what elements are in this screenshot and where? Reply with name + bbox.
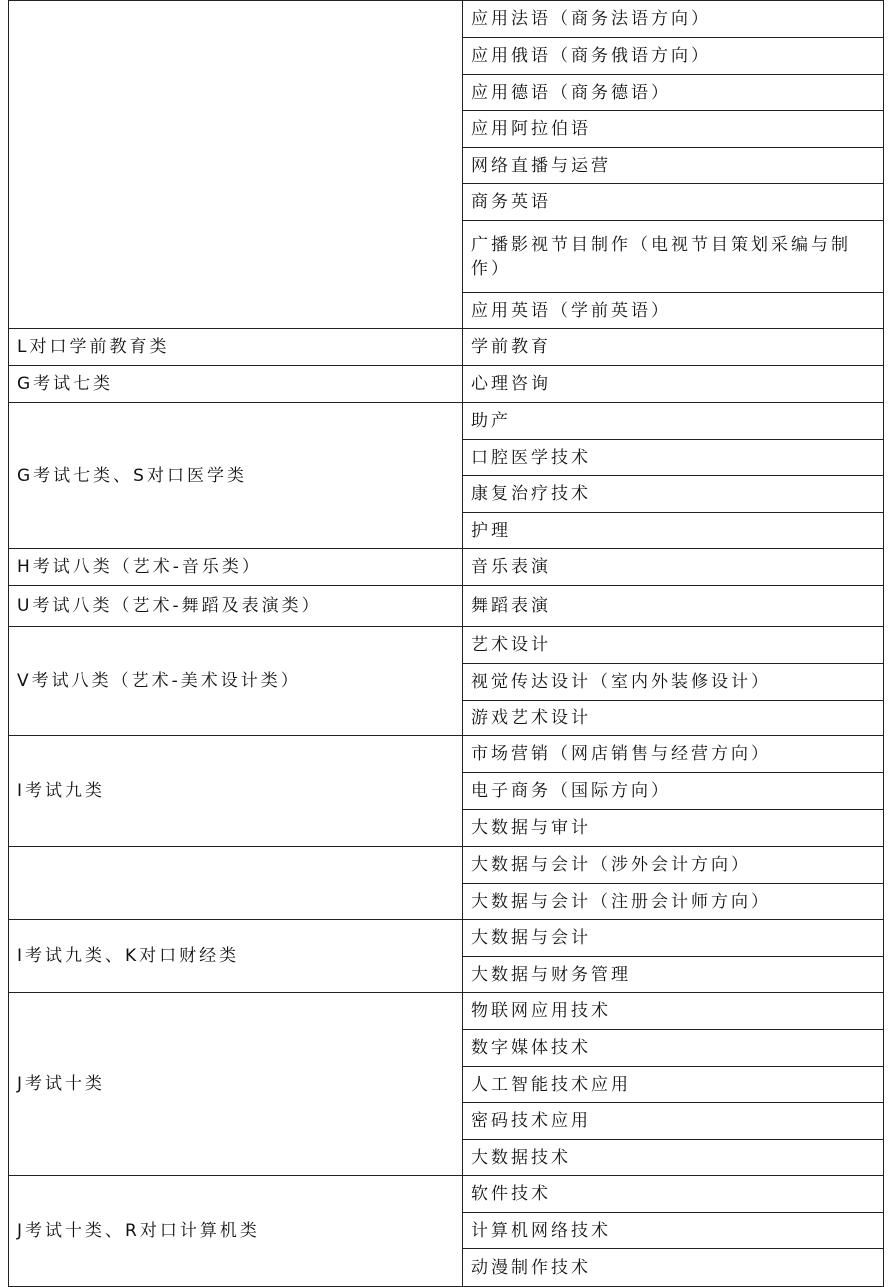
- table-row: [9, 920, 884, 957]
- major-cell: 大数据与会计: [463, 920, 884, 957]
- table-row: [9, 1176, 884, 1213]
- table-row: [9, 366, 884, 403]
- table-row: [9, 586, 884, 627]
- major-cell: 网络直播与运营: [463, 148, 884, 184]
- major-cell: 大数据与会计（涉外会计方向）: [463, 847, 884, 884]
- major-cell: 助产: [463, 403, 884, 440]
- category-cell: G考试七类、S对口医学类: [9, 403, 463, 549]
- major-cell: 大数据与会计（注册会计师方向）: [463, 884, 884, 920]
- major-cell: 密码技术应用: [463, 1103, 884, 1140]
- table-row: [9, 403, 884, 440]
- major-cell: 音乐表演: [463, 549, 884, 586]
- table-row: [9, 549, 884, 586]
- major-cell: 舞蹈表演: [463, 586, 884, 627]
- major-cell: 计算机网络技术: [463, 1213, 884, 1249]
- major-cell: 康复治疗技术: [463, 476, 884, 513]
- category-cell: H考试八类（艺术-音乐类）: [9, 549, 463, 586]
- major-cell: 应用阿拉伯语: [463, 111, 884, 148]
- major-cell: 心理咨询: [463, 366, 884, 403]
- major-cell: 数字媒体技术: [463, 1030, 884, 1067]
- major-cell: 学前教育: [463, 329, 884, 366]
- category-cell: I考试九类、K对口财经类: [9, 920, 463, 993]
- major-cell: 大数据与财务管理: [463, 957, 884, 993]
- table-row: [9, 329, 884, 366]
- major-cell: 大数据与审计: [463, 810, 884, 847]
- major-cell: 电子商务（国际方向）: [463, 773, 884, 810]
- category-cell: V考试八类（艺术-美术设计类）: [9, 627, 463, 736]
- major-cell: 广播影视节目制作（电视节目策划采编与制作）: [463, 221, 884, 293]
- major-cell: 应用德语（商务德语）: [463, 75, 884, 111]
- major-cell: 护理: [463, 513, 884, 549]
- major-cell: 动漫制作技术: [463, 1249, 884, 1287]
- category-cell: I考试九类: [9, 736, 463, 847]
- major-cell: 市场营销（网店销售与经营方向）: [463, 736, 884, 773]
- major-cell: 口腔医学技术: [463, 440, 884, 476]
- table-row: [9, 847, 884, 884]
- major-cell: 软件技术: [463, 1176, 884, 1213]
- table-row: [9, 993, 884, 1030]
- category-cell: U考试八类（艺术-舞蹈及表演类）: [9, 586, 463, 627]
- category-cell: [9, 847, 463, 920]
- table-row: [9, 627, 884, 664]
- category-cell: J考试十类: [9, 993, 463, 1176]
- major-cell: 应用英语（学前英语）: [463, 293, 884, 329]
- category-cell: L对口学前教育类: [9, 329, 463, 366]
- category-cell: G考试七类: [9, 366, 463, 403]
- category-cell: [9, 1, 463, 329]
- major-cell: 人工智能技术应用: [463, 1067, 884, 1103]
- table-row: [9, 1, 884, 38]
- major-cell: 大数据技术: [463, 1140, 884, 1176]
- major-cell: 艺术设计: [463, 627, 884, 664]
- major-cell: 游戏艺术设计: [463, 701, 884, 736]
- major-cell: 视觉传达设计（室内外装修设计）: [463, 664, 884, 701]
- table-row: [9, 736, 884, 773]
- major-cell: 应用俄语（商务俄语方向）: [463, 38, 884, 75]
- major-category-table: [8, 0, 884, 1287]
- major-cell: 物联网应用技术: [463, 993, 884, 1030]
- major-cell: 商务英语: [463, 184, 884, 221]
- major-cell: 应用法语（商务法语方向）: [463, 1, 884, 38]
- category-cell: J考试十类、R对口计算机类: [9, 1176, 463, 1287]
